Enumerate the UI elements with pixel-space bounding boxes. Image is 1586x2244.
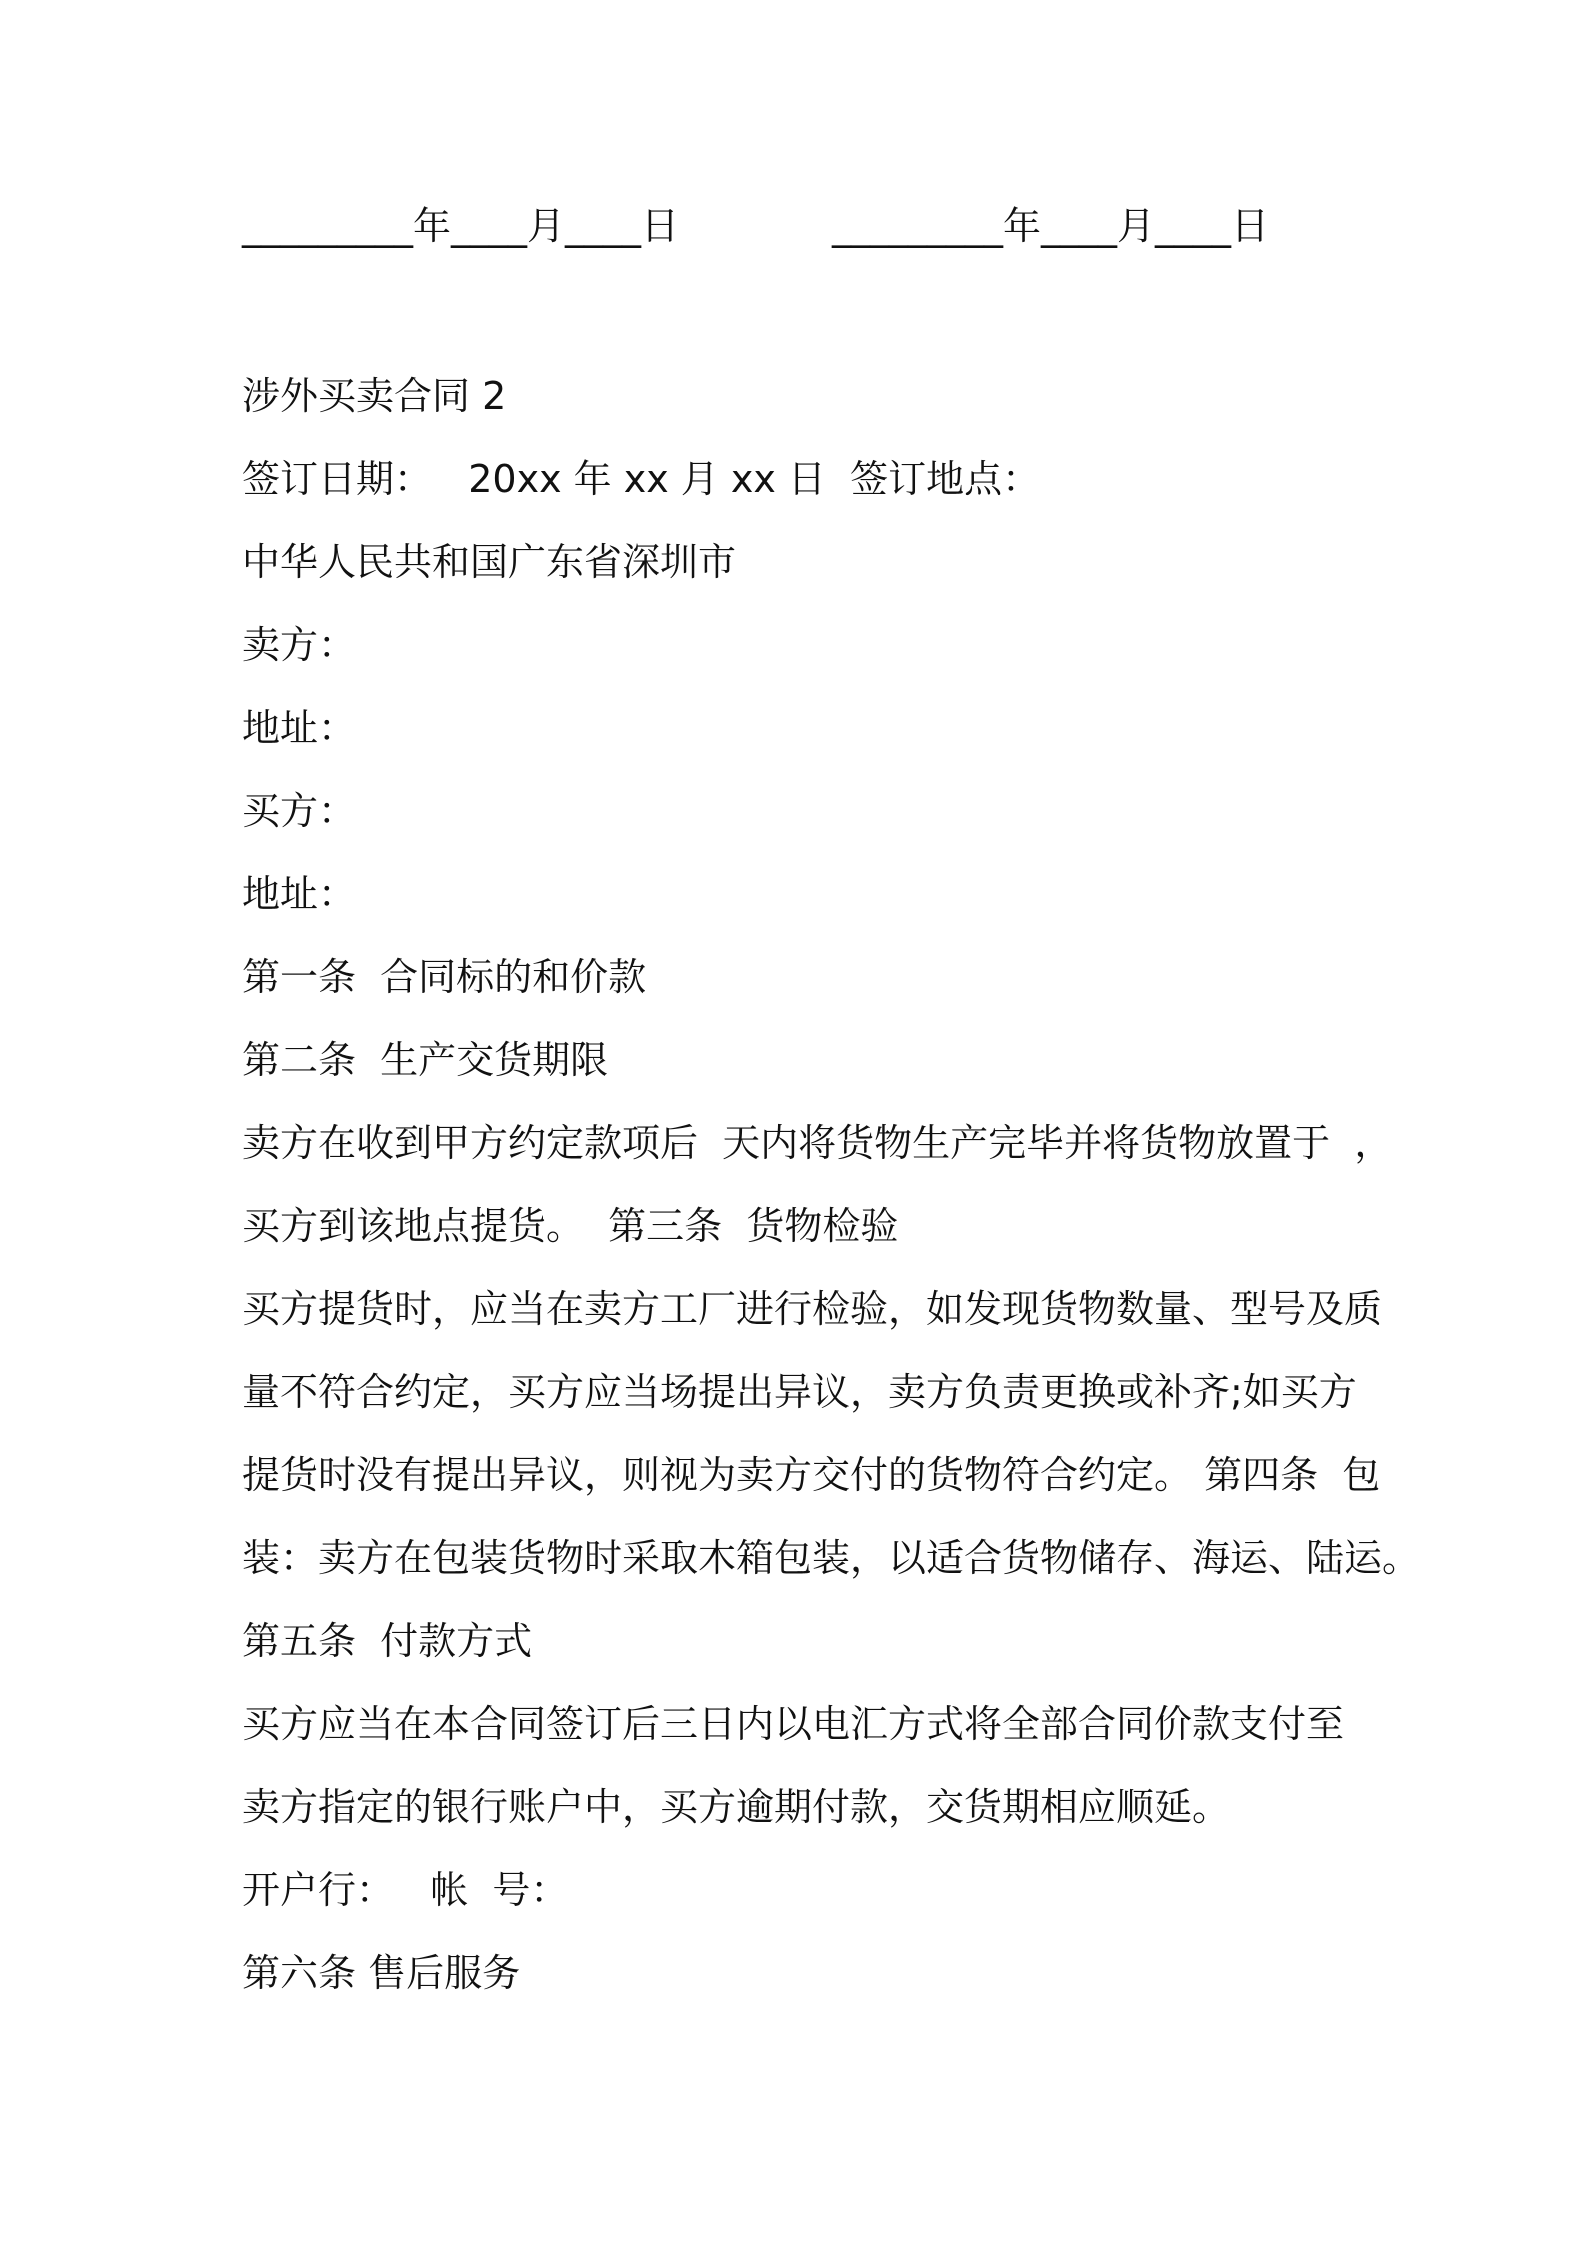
article-5-text-line-1: 买方应当在本合同签订后三日内以电汇方式将全部合同价款支付至 bbox=[242, 1702, 1345, 1746]
article-3-text-line-3: 提货时没有提出异议，则视为卖方交付的货物符合约定。 第四条 包 bbox=[242, 1453, 1381, 1497]
bank-account-line: 开户行： 帐 号： bbox=[242, 1868, 569, 1912]
article-3-text-line-1: 买方提货时，应当在卖方工厂进行检验，如发现货物数量、型号及质 bbox=[242, 1287, 1383, 1331]
article-1-heading: 第一条 合同标的和价款 bbox=[242, 955, 647, 999]
article-5-heading: 第五条 付款方式 bbox=[242, 1619, 533, 1663]
signature-date-left: _________年____月____日 bbox=[242, 204, 680, 248]
article-2-text-line-1: 卖方在收到甲方约定款项后 天内将货物生产完毕并将货物放置于 ， bbox=[242, 1121, 1393, 1165]
article-2-heading: 第二条 生产交货期限 bbox=[242, 1038, 609, 1082]
contract-title: 涉外买卖合同 2 bbox=[242, 374, 507, 418]
article-4-text: 装：卖方在包装货物时采取木箱包装，以适合货物储存、海运、陆运。 bbox=[242, 1536, 1421, 1580]
seller-address-label: 地址： bbox=[242, 706, 357, 750]
article-2-text-line-2: 买方到该地点提货。 第三条 货物检验 bbox=[242, 1204, 899, 1248]
buyer-label: 买方： bbox=[242, 789, 357, 833]
buyer-address-label: 地址： bbox=[242, 872, 357, 916]
signing-date-place: 签订日期： 20xx 年 xx 月 xx 日 签订地点： bbox=[242, 457, 1041, 501]
article-3-text-line-2: 量不符合约定，买方应当场提出异议，卖方负责更换或补齐;如买方 bbox=[242, 1370, 1357, 1414]
article-6-heading: 第六条 售后服务 bbox=[242, 1951, 521, 1995]
signing-location: 中华人民共和国广东省深圳市 bbox=[242, 540, 737, 584]
signature-date-right: _________年____月____日 bbox=[832, 204, 1270, 248]
seller-label: 卖方： bbox=[242, 623, 357, 667]
article-5-text-line-2: 卖方指定的银行账户中，买方逾期付款，交货期相应顺延。 bbox=[242, 1785, 1231, 1829]
